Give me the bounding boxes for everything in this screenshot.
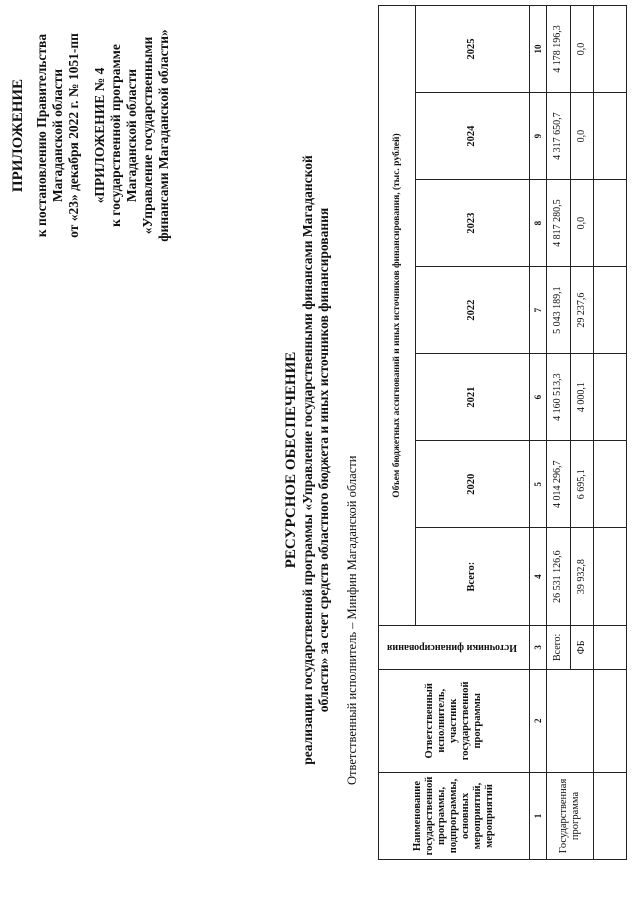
annex-block: [10, 13, 172, 258]
value-cell: 4 817 280,5: [546, 180, 570, 267]
value-cell: 6 695,1: [570, 441, 594, 528]
value-cell: 0,0: [570, 180, 594, 267]
value-cell: 0,0: [570, 6, 594, 93]
value-cell: 4 317 650,7: [546, 93, 570, 180]
value-cell: 4 000,1: [570, 354, 594, 441]
value-cell: 26 531 126,6: [546, 528, 570, 626]
source-cell: ФБ: [570, 626, 594, 670]
responsible-executor: Ответственный исполнитель – Минфин Магаданской области: [345, 455, 359, 785]
responsible-cell: [546, 669, 594, 772]
blank-cell: [594, 6, 627, 93]
header-year: 2022: [415, 267, 529, 354]
title-sub: реализации государственной программы «Управление государственными финансами Магаданской: [300, 155, 315, 765]
value-cell: 39 932,8: [570, 528, 594, 626]
resource-table: [378, 5, 627, 860]
col-number: 2: [529, 669, 546, 772]
col-number: 4: [529, 528, 546, 626]
header-year: 2024: [415, 93, 529, 180]
program-name: Государственная программа: [546, 772, 594, 859]
appendix-title: «ПРИЛОЖЕНИЕ № 4: [92, 67, 107, 204]
header-year: 2023: [415, 180, 529, 267]
blank-cell: [594, 354, 627, 441]
blank-cell: [594, 267, 627, 354]
blank-cell: [594, 528, 627, 626]
value-cell: 4 178 196,3: [546, 6, 570, 93]
col-number: 1: [529, 772, 546, 859]
col-number: 3: [529, 626, 546, 670]
title-main: РЕСУРСНОЕ ОБЕСПЕЧЕНИЕ: [283, 351, 299, 569]
header-name: Наименование государственной программы, подпрограммы, основных мероприятий, мероприятий: [379, 772, 530, 859]
value-cell: 29 237,6: [570, 267, 594, 354]
appendix-line: «Управление государственными: [140, 36, 155, 235]
col-number: 9: [529, 93, 546, 180]
annex-line: к постановлению Правительства: [34, 33, 49, 238]
appendix-line: к государственной программе: [108, 44, 123, 227]
col-number: 7: [529, 267, 546, 354]
col-number: 5: [529, 441, 546, 528]
header-volume: Объем бюджетных ассигнований и иных источников финансирования, (тыс. рублей): [379, 6, 416, 626]
blank-cell: [594, 669, 627, 772]
value-cell: 4 014 296,7: [546, 441, 570, 528]
col-number: 6: [529, 354, 546, 441]
document-title: [282, 75, 332, 845]
header-year: 2020: [415, 441, 529, 528]
header-total: Всего:: [415, 528, 529, 626]
blank-cell: [594, 180, 627, 267]
col-number: 8: [529, 180, 546, 267]
blank-cell: [594, 441, 627, 528]
appendix-line: финансами Магаданской области»: [156, 29, 171, 242]
value-cell: 4 160 513,3: [546, 354, 570, 441]
annex-line: от «23» декабря 2022 г. № 1051-пп: [66, 33, 81, 238]
annex-title: ПРИЛОЖЕНИЕ: [10, 78, 26, 193]
blank-cell: [594, 626, 627, 670]
blank-cell: [594, 772, 627, 859]
source-cell: Всего:: [546, 626, 570, 670]
appendix-line: Магаданской области: [124, 68, 139, 203]
blank-cell: [594, 93, 627, 180]
col-number: 10: [529, 6, 546, 93]
header-sources: Источники финансирования: [379, 626, 530, 670]
value-cell: 0,0: [570, 93, 594, 180]
header-year: 2021: [415, 354, 529, 441]
header-responsible: Ответственный исполнитель, участник государственной программы: [379, 669, 530, 772]
annex-line: Магаданской области: [50, 68, 65, 203]
header-year: 2025: [415, 6, 529, 93]
title-sub: области» за счет средств областного бюджета и иных источников финансирования: [316, 207, 331, 713]
value-cell: 5 043 189,1: [546, 267, 570, 354]
